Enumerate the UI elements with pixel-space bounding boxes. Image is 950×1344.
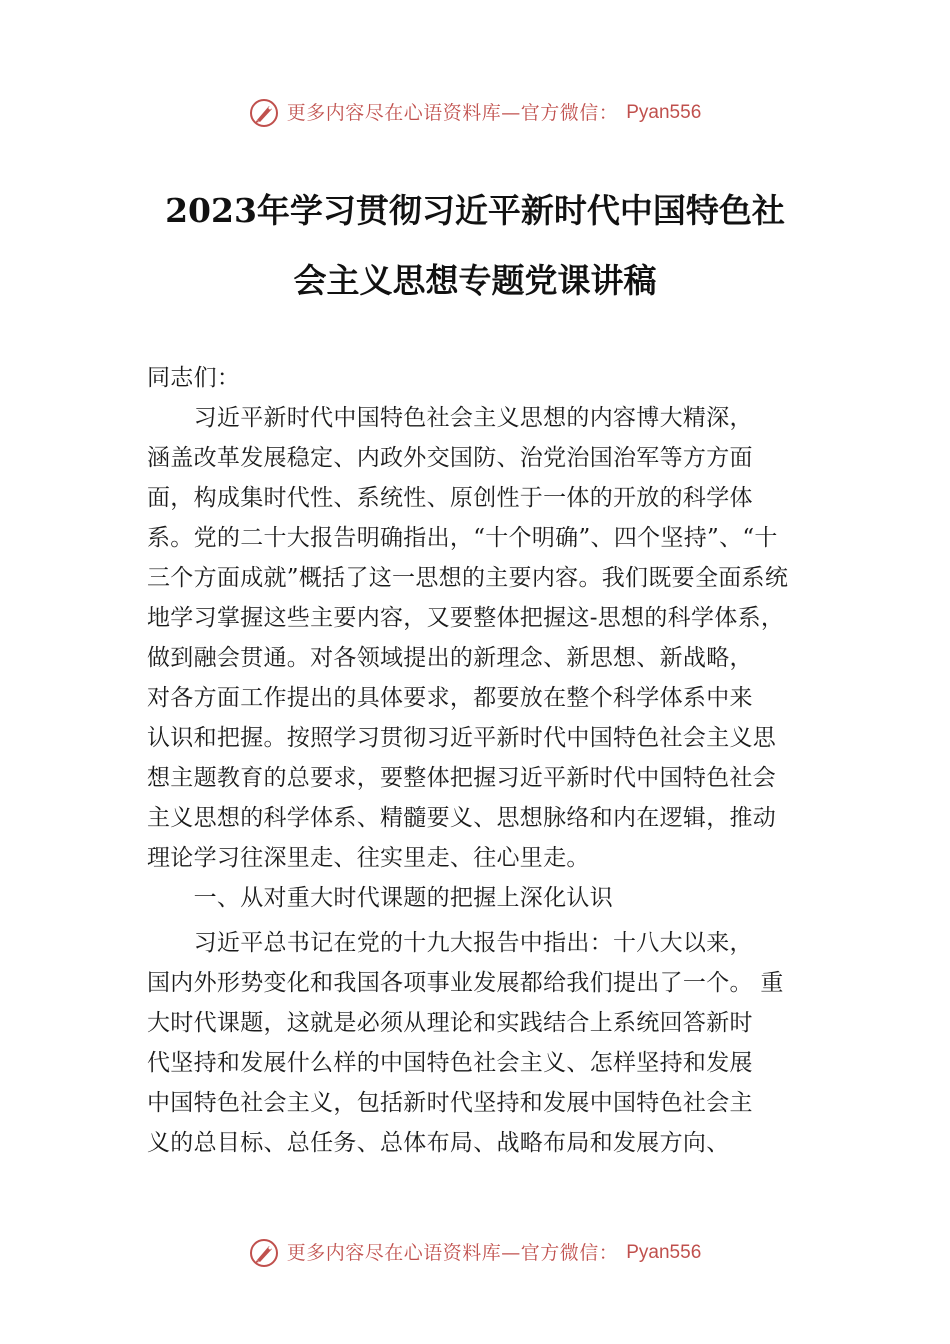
watermark-text: 更多内容尽在心语资料库—官方微信：: [286, 1242, 619, 1264]
text-line: 习近平总书记在党的十九大报告中指出：十八大以来，: [147, 930, 753, 956]
watermark-id: Pyan556: [626, 102, 702, 123]
text-line: 涵盖改革发展稳定、内政外交国防、治党治国治军等方方面: [147, 445, 753, 471]
text-line: 地学习掌握这些主要内容，又要整体把握这-思想的科学体系，: [147, 605, 785, 631]
text-line: 面，构成集时代性、系统性、原创性于一体的开放的科学体: [147, 485, 753, 511]
watermark-text: 更多内容尽在心语资料库—官方微信：: [286, 102, 619, 124]
text-line: 认识和把握。按照学习贯彻习近平新时代中国特色社会主义思: [147, 725, 777, 751]
header-watermark: [0, 98, 950, 128]
document-title-line-1: 2023年学习贯彻习近平新时代中国特色社: [165, 191, 785, 230]
salutation: 同志们：: [147, 365, 241, 391]
text-line: 义的总目标、总任务、总体布局、战略布局和发展方向、: [147, 1130, 730, 1156]
document-body: [147, 358, 837, 1163]
text-line: 系。党的二十大报告明确指出，“十个明确”、四个坚持”、“十: [147, 525, 778, 551]
text-line: 想主题教育的总要求，要整体把握习近平新时代中国特色社会: [147, 765, 777, 791]
text-line: 中国特色社会主义，包括新时代坚持和发展中国特色社会主: [147, 1090, 753, 1116]
text-line: 习近平新时代中国特色社会主义思想的内容博大精深，: [147, 405, 753, 431]
pen-nib-logo-icon: [249, 1238, 279, 1268]
text-line: 对各方面工作提出的具体要求，都要放在整个科学体系中来: [147, 685, 753, 711]
text-line: 理论学习往深里走、往实里走、往心里走。: [147, 845, 590, 871]
text-line: 三个方面成就”概括了这一思想的主要内容。我们既要全面系统: [147, 565, 789, 591]
text-line: 代坚持和发展什么样的中国特色社会主义、怎样坚持和发展: [147, 1050, 753, 1076]
pen-nib-logo-icon: [249, 98, 279, 128]
watermark-id: Pyan556: [626, 1242, 702, 1263]
text-line: 大时代课题，这就是必须从理论和实践结合上系统回答新时: [147, 1010, 753, 1036]
text-line: 国内外形势变化和我国各项事业发展都给我们提出了一个。 重: [147, 970, 784, 996]
footer-watermark: [0, 1238, 950, 1268]
document-title-line-2: 会主义思想专题党课讲稿: [293, 261, 657, 300]
text-line: 做到融会贯通。对各领域提出的新理念、新思想、新战略，: [147, 645, 753, 671]
section-heading: 一、从对重大时代课题的把握上深化认识: [147, 885, 613, 911]
text-line: 主义思想的科学体系、精髓要义、思想脉络和内在逻辑，推动: [147, 805, 777, 831]
